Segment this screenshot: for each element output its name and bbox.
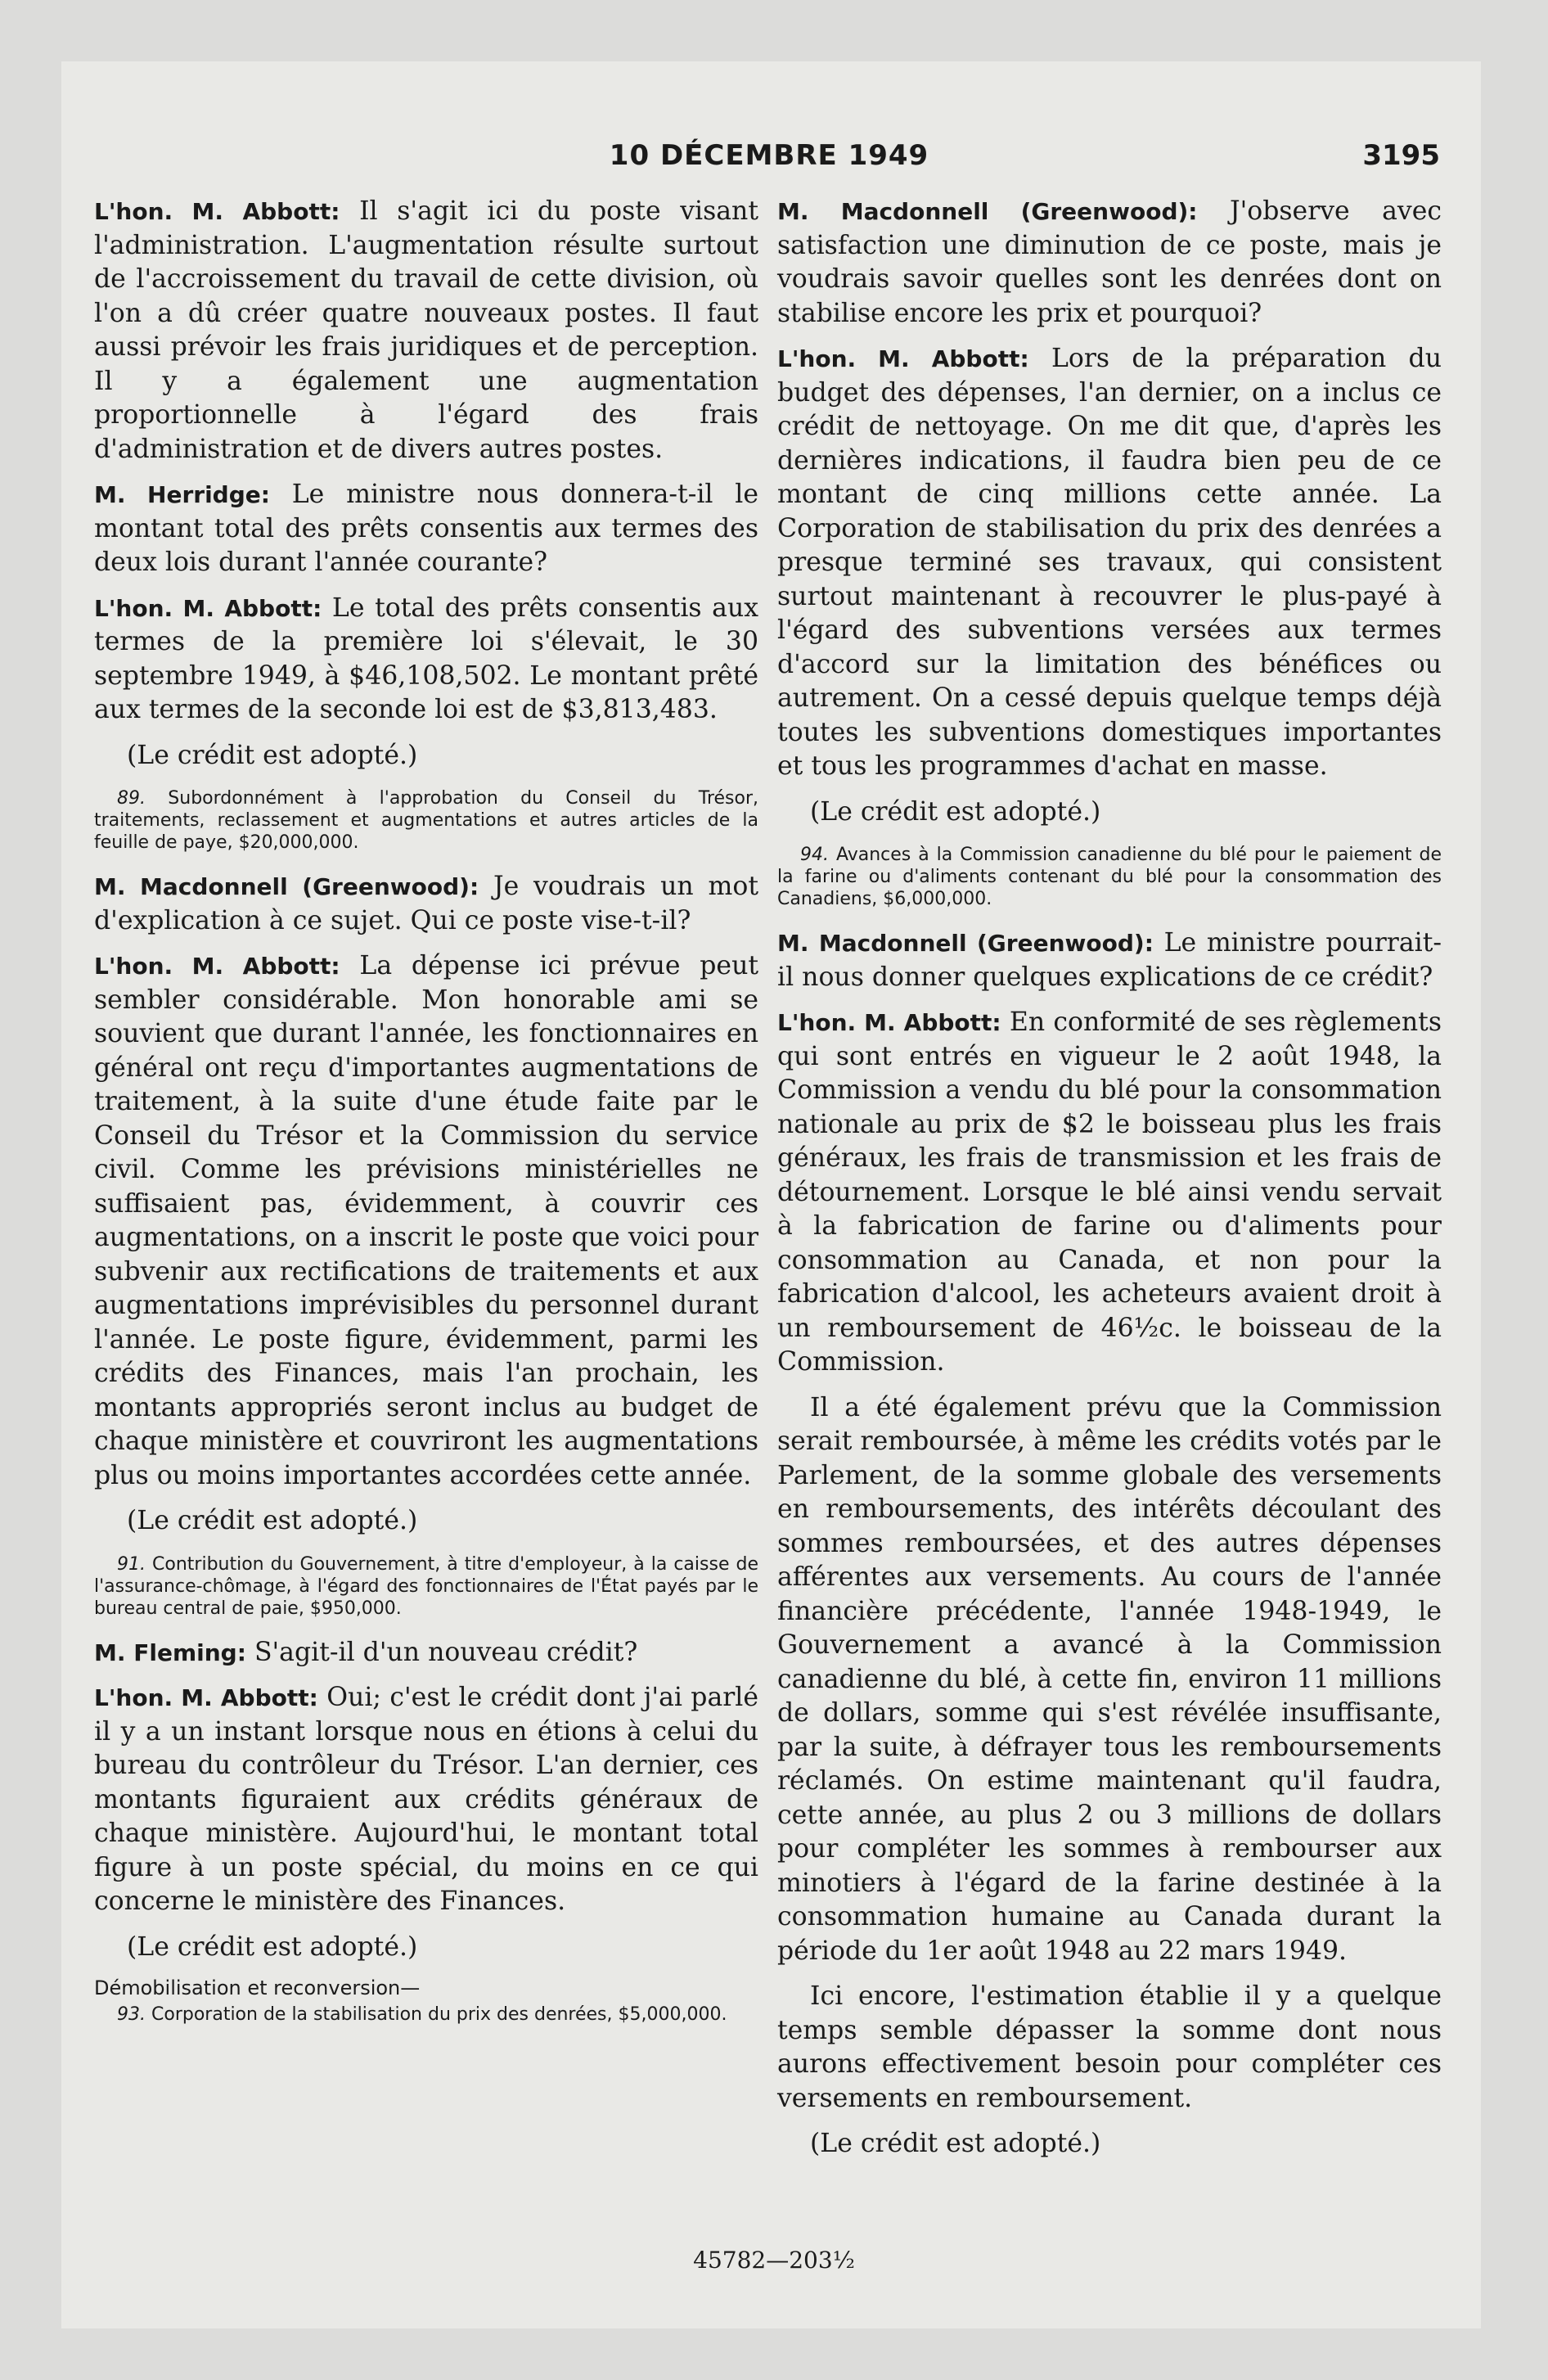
speaker: L'hon. M. Abbott: xyxy=(94,1684,318,1711)
speaker: L'hon. M. Abbott: xyxy=(777,1009,1001,1036)
left-column xyxy=(94,195,758,2042)
speaker: L'hon. M. Abbott: xyxy=(777,345,1029,372)
item-text: Subordonnément à l'approbation du Conseil du Trésor, traitements, reclassement et augmentations et autres articles de la feuille de paye, $20,000,000. xyxy=(94,788,759,853)
item-text: Avances à la Commission canadienne du blé pour le paiement de la farine ou d'aliments contenant du blé pour la consommation des Canadiens, $6,000,000. xyxy=(777,845,1442,909)
item-number: 91. xyxy=(117,1553,146,1575)
speaker: L'hon. M. Abbott: xyxy=(94,953,340,980)
speech-text: S'agit-il d'un nouveau crédit? xyxy=(254,1637,638,1667)
paragraph xyxy=(94,195,758,467)
item-text: Contribution du Gouvernement, à titre d'employeur, à la caisse de l'assurance-chômage, à l'égard des fonctionnaires de l'État payés par le bureau central de paie, $950,000. xyxy=(94,1553,758,1619)
paragraph xyxy=(777,195,1442,331)
paragraph: Il a été également prévu que la Commission serait remboursée, à même les crédits votés par le Parlement, de la somme globale des versements en remboursements, des intérêts découlant des sommes remboursées, et des autres dépenses afférentes aux versements. Au cours de l'année financière précédente, l'année 1948-1949, le Gouvernement a avancé à la Commission canadienne du blé, à cette fin, environ 11 millions de dollars, somme qui s'est révélée insuffisante, par la suite, à défrayer tous les remboursements réclamés. On estime maintenant qu'il faudra, cette année, au plus 2 ou 3 millions de dollars pour compléter les sommes à rembourser aux minotiers à l'égard de la farine destinée à la consommation humaine au Canada durant la période du 1er août 1948 au 22 mars 1949. xyxy=(777,1392,1442,1966)
speech-text: Le total des prêts consentis aux termes de la première loi s'élevait, le 30 septembre 1949, à $46,108,502. Le montant prêté aux termes de la seconde loi est de $3,813,483. xyxy=(94,593,759,724)
speaker: L'hon. M. Abbott: xyxy=(94,594,322,622)
adopted-note: (Le crédit est adopté.) xyxy=(810,2129,1101,2158)
speech-text: Le ministre pourrait-il nous donner quelques explications de ce crédit? xyxy=(777,928,1442,992)
footer-code: 45782—203½ xyxy=(693,2247,855,2274)
paragraph xyxy=(94,1636,758,1670)
paragraph xyxy=(777,342,1442,784)
speaker: M. Macdonnell (Greenwood): xyxy=(777,930,1154,957)
paragraph xyxy=(94,949,758,1493)
speech-text: Le ministre nous donnera-t-il le montant total des prêts consentis aux termes des deux lois durant l'année courante? xyxy=(94,480,759,577)
paragraph xyxy=(777,926,1442,994)
speaker: M. Herridge: xyxy=(94,481,270,508)
item-text: Corporation de la stabilisation du prix des denrées, $5,000,000. xyxy=(151,2004,727,2025)
vote-item-94 xyxy=(777,844,1442,910)
speaker: M. Macdonnell (Greenwood): xyxy=(777,198,1198,225)
vote-item-89 xyxy=(94,787,758,854)
section-heading: Démobilisation et reconversion— xyxy=(94,1977,421,1999)
paragraph xyxy=(94,1681,758,1919)
page-date: 10 DÉCEMBRE 1949 xyxy=(609,139,929,172)
speech-text: Oui; c'est le crédit dont j'ai parlé il y a un instant lorsque nous en étions à celui du bureau du contrôleur du Trésor. L'an dernier, ces montants figuraient aux crédits généraux de chaque ministère. Aujourd'hui, le montant total figure à un poste spécial, du moins en ce qui concerne le ministère des Finances. xyxy=(94,1683,759,1916)
page-number: 3195 xyxy=(1362,139,1440,172)
right-column xyxy=(777,195,1442,2173)
vote-item-93 xyxy=(94,2004,758,2026)
paragraph xyxy=(94,478,758,580)
speech-text: Je voudrais un mot d'explication à ce sujet. Qui ce poste vise-t-il? xyxy=(94,872,759,935)
paragraph xyxy=(94,870,758,938)
speech-text: En conformité de ses règlements qui sont entrés en vigueur le 2 août 1948, la Commission a vendu du blé pour la consommation nationale au prix de $2 le boisseau plus les frais généraux, les frais de transmission et les frais de détournement. Lorsque le blé ainsi vendu servait à la fabrication de farine ou d'aliments pour consommation au Canada, et non pour la fabrication d'alcool, les acheteurs avaient droit à un remboursement de 46½c. le boisseau de la Commission. xyxy=(777,1007,1442,1377)
speech-text: Lors de la préparation du budget des dépenses, l'an dernier, on a inclus ce crédit de nettoyage. On me dit que, d'après les dernières indications, il faudra bien peu de ce montant de cinq millions cette année. La Corporation de stabilisation du prix des denrées a presque terminé ses travaux, qui consistent surtout maintenant à recouvrer le plus-payé à l'égard des subventions versées aux termes d'accord sur la limitation des bénéfices ou autrement. On a cessé depuis quelque temps déjà toutes les subventions domestiques importantes et tous les programmes d'achat en masse. xyxy=(777,344,1442,781)
speaker: M. Fleming: xyxy=(94,1639,246,1666)
page-header xyxy=(98,139,1440,180)
adopted-note: (Le crédit est adopté.) xyxy=(810,796,1101,827)
speech-text: Il s'agit ici du poste visant l'administration. L'augmentation résulte surtout de l'accroissement du travail de cette division, où l'on a dû créer quatre nouveaux postes. Il faut aussi prévoir les frais juridiques et de perception. Il y a également une augmentation proportionnelle à l'égard des frais d'administration et de divers autres postes. xyxy=(94,196,759,464)
item-number: 94. xyxy=(800,845,829,865)
adopted-note: (Le crédit est adopté.) xyxy=(127,1506,418,1535)
adopted-note: (Le crédit est adopté.) xyxy=(127,1931,418,1962)
paragraph: Ici encore, l'estimation établie il y a quelque temps semble dépasser la somme dont nous aurons effectivement besoin pour compléter ces versements en remboursement. xyxy=(777,1981,1442,2113)
adopted-note: (Le crédit est adopté.) xyxy=(127,740,418,770)
item-number: 93. xyxy=(117,2004,146,2025)
speech-text: La dépense ici prévue peut sembler considérable. Mon honorable ami se souvient que durant l'année, les fonctionnaires en général ont reçu d'importantes augmentations de traitement, à la suite d'une étude faite par le Conseil du Trésor et la Commission du service civil. Comme les prévisions ministérielles ne suffisaient pas, évidemment, à couvrir ces augmentations, on a inscrit le poste que voici pour subvenir aux rectifications de traitements et aux augmentations imprévisibles du personnel durant l'année. Le poste figure, évidemment, parmi les crédits des Finances, mais l'an prochain, les montants appropriés seront inclus au budget de chaque ministère et couvriront les augmentations plus ou moins importantes accordées cette année. xyxy=(94,951,759,1490)
item-number: 89. xyxy=(117,788,146,809)
paragraph xyxy=(94,592,758,728)
paragraph xyxy=(777,1006,1442,1380)
speech-text: J'observe avec satisfaction une diminution de ce poste, mais je voudrais savoir quelles sont les denrées dont on stabilise encore les prix et pourquoi? xyxy=(777,196,1442,328)
vote-item-91 xyxy=(94,1553,758,1620)
speaker: L'hon. M. Abbott: xyxy=(94,198,340,225)
speaker: M. Macdonnell (Greenwood): xyxy=(94,873,479,900)
